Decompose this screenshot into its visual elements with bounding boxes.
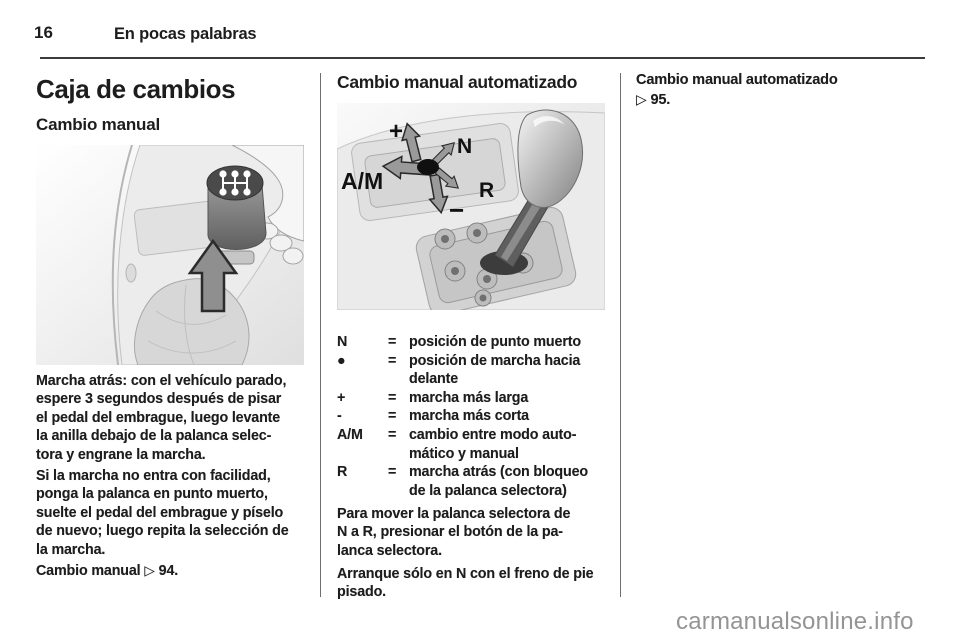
right-column <box>636 0 936 642</box>
text-line: de la palanca selectora) <box>409 482 567 499</box>
section-title: En pocas palabras <box>114 25 257 43</box>
gear-symbol: N <box>337 334 348 350</box>
left-column <box>36 0 308 642</box>
text-line: suelte el pedal del embrague y píselo <box>36 504 284 521</box>
text-line: cambio entre modo auto- <box>409 426 577 443</box>
text-line: mático y manual <box>409 445 519 462</box>
page-reference <box>636 71 838 110</box>
gear-pattern <box>220 171 249 194</box>
text-line: Arranque sólo en N con el freno de pie <box>337 566 594 582</box>
text-line: N a R, presionar el botón de la pa- <box>337 524 563 541</box>
text-line: de nuevo; luego repita la selección de <box>36 523 289 540</box>
gear-description <box>409 352 613 389</box>
table-row <box>337 463 613 500</box>
text-line: pisado. <box>337 584 386 601</box>
paragraph-start-in-n <box>337 565 593 602</box>
table-row <box>337 389 613 408</box>
subheading-manual-gearbox: Cambio manual <box>36 115 160 134</box>
column-separator <box>620 73 621 597</box>
text-line: Para mover la palanca selectora de <box>337 506 571 522</box>
gear-description <box>409 407 613 426</box>
text-line: posición de punto muerto <box>409 334 581 350</box>
gear-description <box>409 426 613 463</box>
text-line: tora y engrane la marcha. <box>36 446 206 463</box>
text-line: el pedal del embrague, luego levante <box>36 409 281 426</box>
page-number: 16 <box>34 23 53 42</box>
equals-sign: = <box>388 408 397 425</box>
table-row <box>337 426 613 463</box>
table-row <box>337 333 613 352</box>
chapter-heading: Caja de cambios <box>36 74 236 104</box>
reference-page-number: 95. <box>650 92 671 108</box>
text-line: delante <box>409 371 459 388</box>
paragraph-reverse-gear <box>36 372 286 464</box>
label-n: N <box>457 135 473 158</box>
paragraph-move-selector <box>337 505 570 560</box>
lever-position-dot <box>417 159 439 175</box>
label-plus: + <box>389 118 404 145</box>
equals-sign: = <box>388 352 397 369</box>
gear-description <box>409 389 613 408</box>
gear-symbol: R <box>337 464 348 481</box>
label-minus: − <box>449 195 465 225</box>
site-watermark: carmanualsonline.info <box>676 608 914 635</box>
gear-symbol: ● <box>337 352 346 369</box>
gear-symbol: A/M <box>337 426 363 443</box>
equals-sign: = <box>388 334 397 350</box>
label-r: R <box>479 179 495 202</box>
text-line: ponga la palanca en punto muerto, <box>36 486 268 503</box>
text-line: marcha más larga <box>409 389 529 406</box>
text-line: Si la marcha no entra con facilidad, <box>36 468 271 484</box>
text-line: la anilla debajo de la palanca selec- <box>36 428 272 445</box>
table-row <box>337 407 613 426</box>
label-am: A/M <box>341 168 384 194</box>
text-line: posición de marcha hacia <box>409 352 581 369</box>
text-line: espere 3 segundos después de pisar <box>36 391 282 408</box>
page-reference-arrow-icon: ▷ <box>636 91 647 107</box>
gear-symbol: + <box>337 389 346 406</box>
equals-sign: = <box>388 389 397 406</box>
subheading-automated-gearbox: Cambio manual automatizado <box>337 72 578 92</box>
gear-position-table <box>337 333 613 500</box>
hand-finger <box>283 248 303 264</box>
middle-column <box>337 0 613 642</box>
reference-page-line <box>636 90 838 110</box>
reference-label: Cambio manual automatizado <box>636 72 838 88</box>
gear-description <box>409 333 613 352</box>
reference-page-number: 94. <box>158 563 179 579</box>
gear-description <box>409 463 613 500</box>
text-line: la marcha. <box>36 541 106 558</box>
text-line: marcha atrás (con bloqueo <box>409 464 588 481</box>
equals-sign: = <box>388 426 397 443</box>
equals-sign: = <box>388 464 397 481</box>
text-line: Marcha atrás: con el vehículo parado, <box>36 373 287 389</box>
page-reference-arrow-icon: ▷ <box>144 563 155 578</box>
manual-gearshift-illustration <box>36 145 304 365</box>
table-row <box>337 352 613 389</box>
text-line: lanca selectora. <box>337 542 442 559</box>
automated-gearshift-illustration <box>337 103 605 310</box>
reference-label: Cambio manual <box>36 563 141 579</box>
column-separator <box>320 73 321 597</box>
gear-symbol: - <box>337 408 342 425</box>
console-detail <box>126 264 136 282</box>
page-reference <box>36 562 178 580</box>
text-line: marcha más corta <box>409 408 529 425</box>
paragraph-gear-difficulty <box>36 467 289 559</box>
